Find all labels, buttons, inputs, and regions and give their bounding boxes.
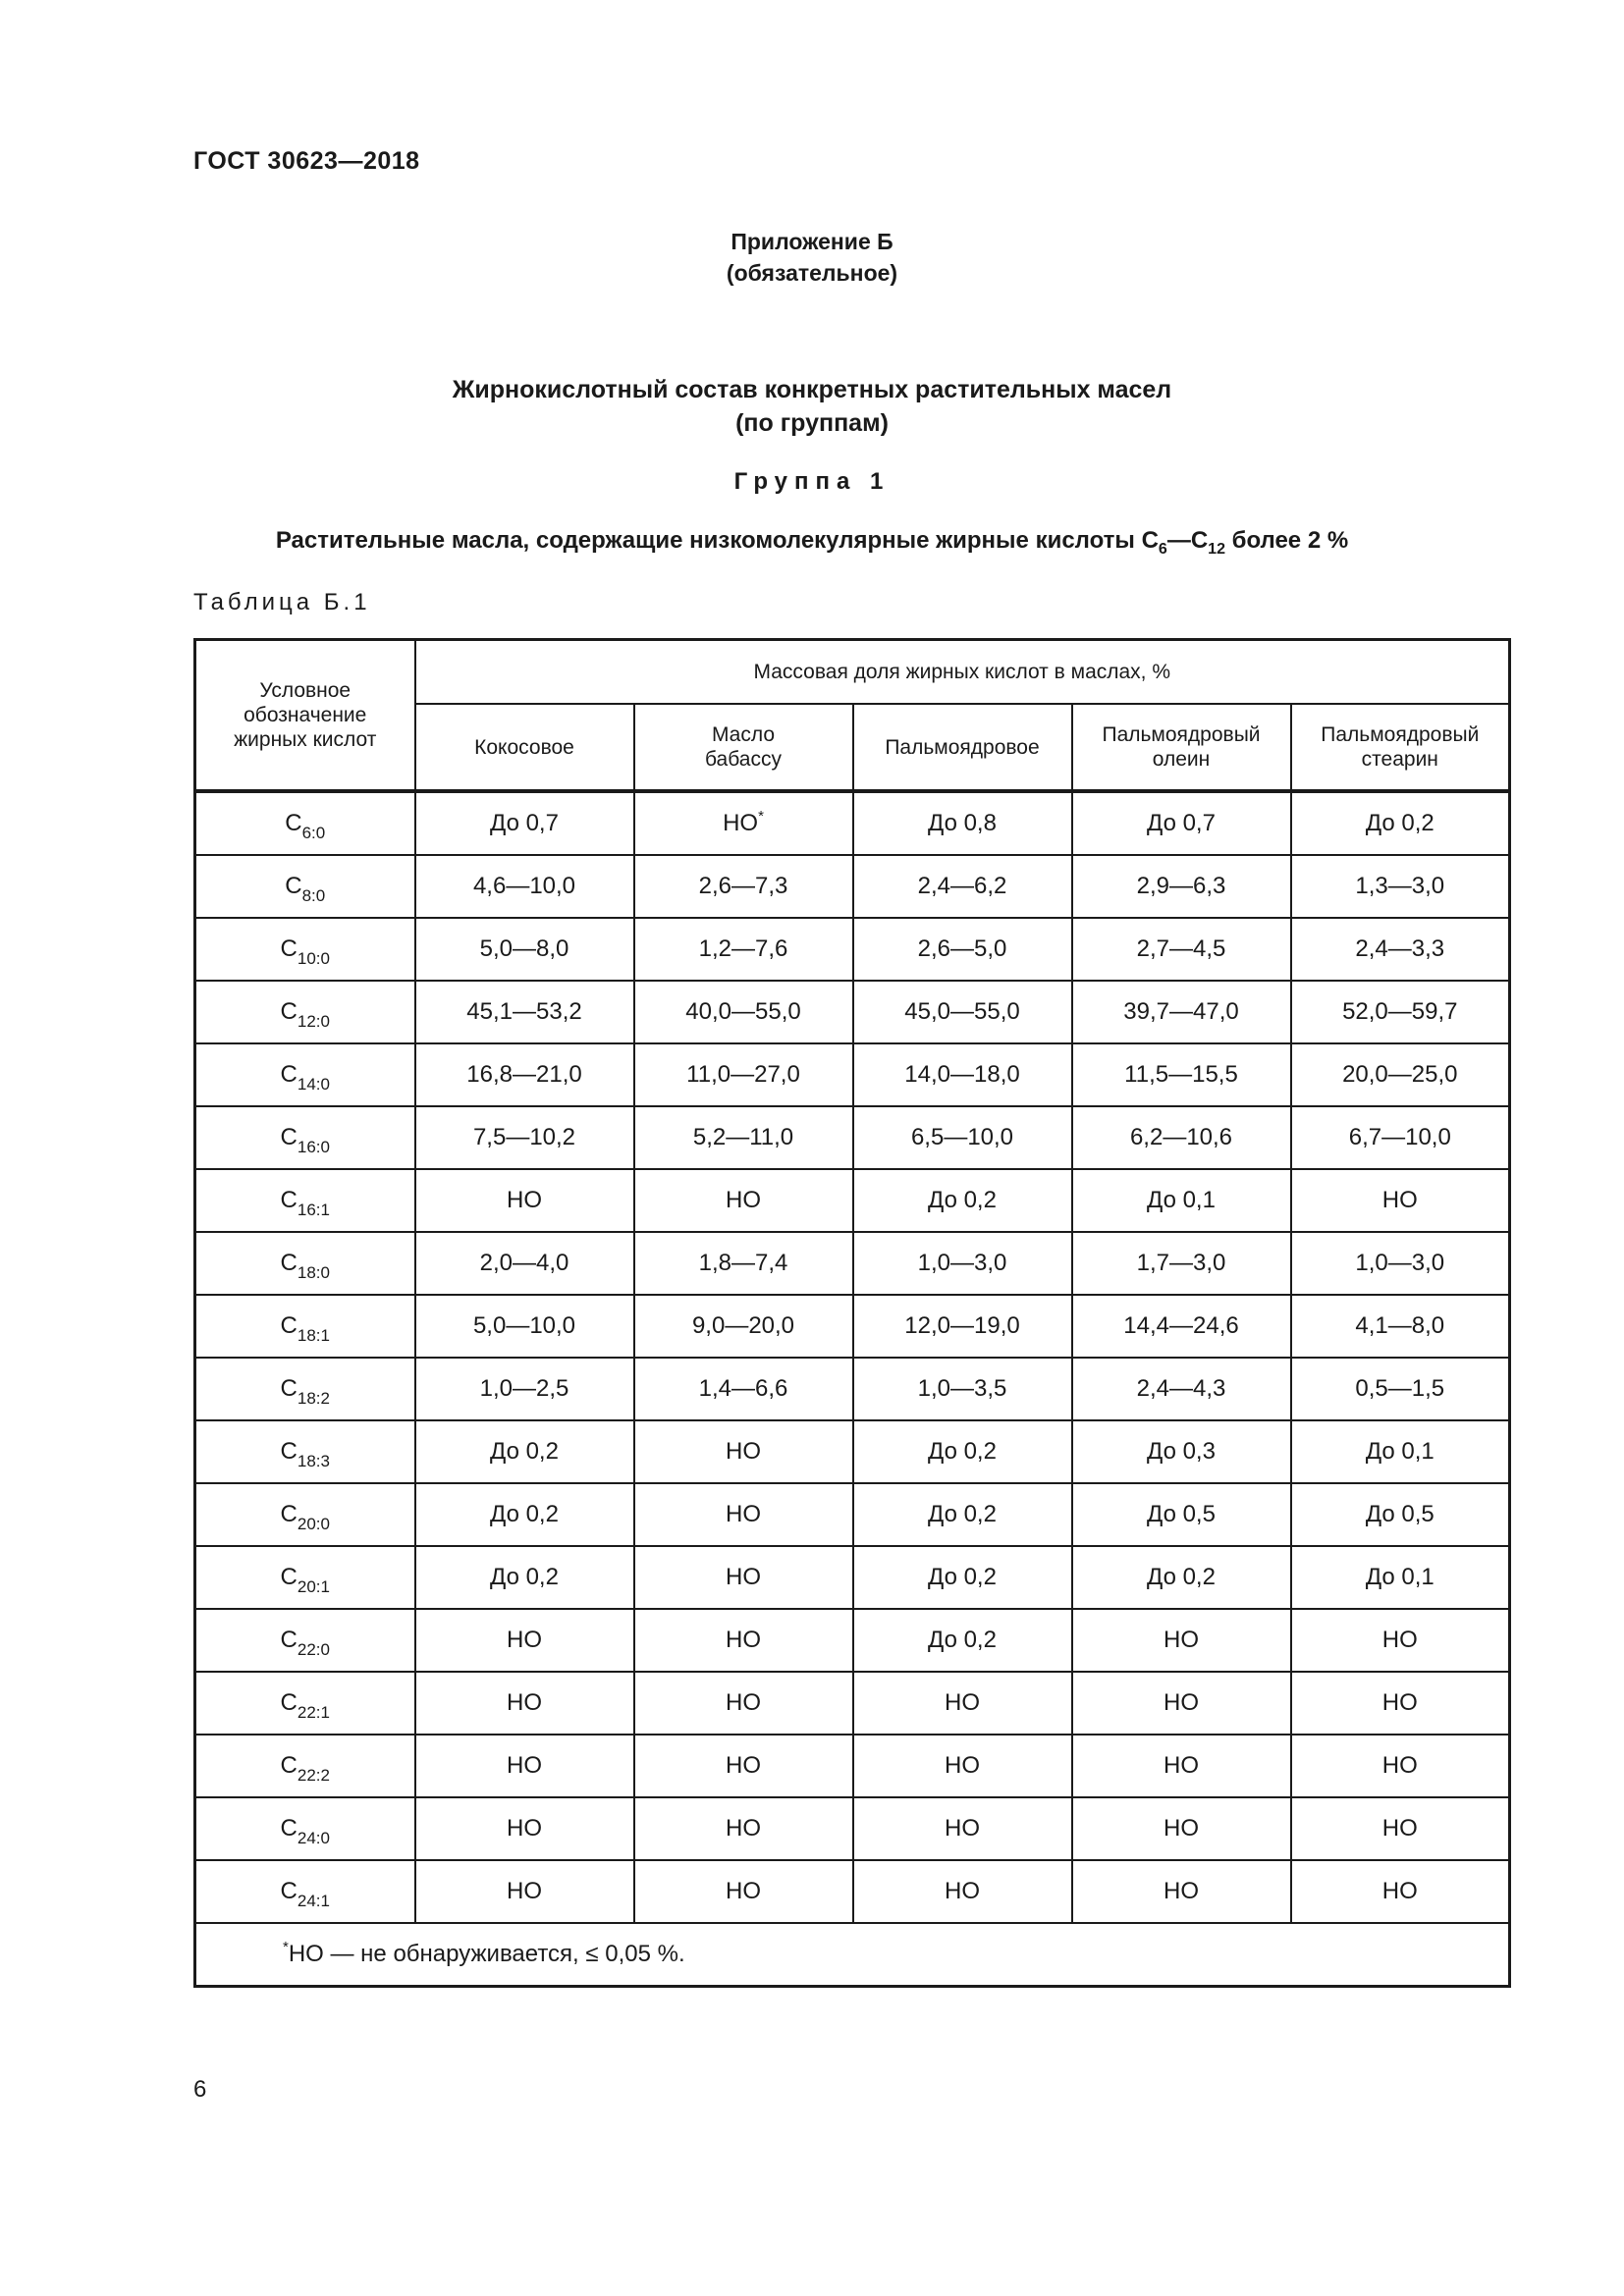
value-text: 2,6—7,3 <box>698 873 788 899</box>
value-cell <box>853 1043 1072 1106</box>
fatty-acid-symbol: C <box>280 1250 298 1276</box>
value-text: НО <box>945 1878 980 1904</box>
value-cell <box>1291 1609 1510 1672</box>
value-text: 14,0—18,0 <box>904 1061 1020 1088</box>
value-text: До 0,1 <box>1147 1187 1216 1213</box>
section-heading <box>193 373 1431 440</box>
value-cell <box>415 855 634 918</box>
fatty-acid-subscript: 18:3 <box>297 1452 330 1470</box>
value-cell <box>1072 1106 1291 1169</box>
fatty-acid-symbol: C <box>280 935 298 962</box>
fatty-acid-cell <box>195 1295 415 1358</box>
table-footnote <box>195 1923 1510 1987</box>
fatty-acid-subscript: 20:1 <box>297 1577 330 1596</box>
fatty-acid-subscript: 6:0 <box>301 824 326 842</box>
value-cell <box>853 1609 1072 1672</box>
value-text: 39,7—47,0 <box>1123 998 1239 1025</box>
fatty-acid-subscript: 10:0 <box>297 949 330 968</box>
value-text: 4,1—8,0 <box>1355 1312 1445 1339</box>
value-text: НО <box>1164 1815 1199 1842</box>
appendix-title: Приложение Б <box>731 229 893 254</box>
value-cell <box>1291 981 1510 1043</box>
value-cell <box>853 1169 1072 1232</box>
value-cell <box>634 1735 853 1797</box>
fatty-acid-subscript: 8:0 <box>301 886 326 905</box>
value-text: 6,7—10,0 <box>1348 1124 1451 1150</box>
table-footnote-row <box>195 1923 1510 1987</box>
table-row <box>195 1295 1510 1358</box>
value-text: До 0,2 <box>928 1187 997 1213</box>
value-text: НО <box>726 1689 761 1716</box>
value-cell <box>1072 791 1291 855</box>
value-cell <box>415 791 634 855</box>
value-text: НО <box>726 1438 761 1465</box>
value-cell <box>634 1797 853 1860</box>
footnote-mark: * <box>283 1939 289 1955</box>
value-cell <box>1072 1609 1291 1672</box>
column-header <box>415 704 634 791</box>
value-text: 45,1—53,2 <box>466 998 582 1025</box>
value-text: До 0,2 <box>928 1627 997 1653</box>
value-cell <box>415 1169 634 1232</box>
value-text: До 0,3 <box>1147 1438 1216 1465</box>
fatty-acid-symbol: C <box>280 1061 298 1088</box>
value-cell <box>1291 918 1510 981</box>
value-cell <box>1291 1735 1510 1797</box>
value-text: НО <box>726 1752 761 1779</box>
group-subtitle <box>193 527 1431 558</box>
fatty-acid-symbol: C <box>280 1438 298 1465</box>
value-text: 2,6—5,0 <box>917 935 1007 962</box>
value-text: 1,0—3,0 <box>1355 1250 1445 1276</box>
value-text: 1,4—6,6 <box>698 1375 788 1402</box>
value-text: До 0,2 <box>928 1438 997 1465</box>
value-cell <box>1072 918 1291 981</box>
value-cell <box>853 1106 1072 1169</box>
value-cell <box>1072 981 1291 1043</box>
value-text: 2,0—4,0 <box>479 1250 569 1276</box>
fatty-acid-subscript: 16:0 <box>297 1138 330 1156</box>
value-cell <box>1291 1232 1510 1295</box>
value-cell <box>415 1106 634 1169</box>
fatty-acid-symbol: C <box>280 1878 298 1904</box>
value-text: До 0,7 <box>490 810 559 836</box>
fatty-acid-cell <box>195 1860 415 1923</box>
value-cell <box>634 1420 853 1483</box>
fatty-acid-subscript: 14:0 <box>297 1075 330 1094</box>
value-cell <box>853 1295 1072 1358</box>
fatty-acid-subscript: 22:0 <box>297 1640 330 1659</box>
value-cell <box>1072 1672 1291 1735</box>
fatty-acid-cell <box>195 981 415 1043</box>
value-cell <box>1072 1358 1291 1420</box>
value-text: НО <box>507 1752 542 1779</box>
value-cell <box>1072 1735 1291 1797</box>
column-header-label: Пальмоядровое <box>885 735 1040 759</box>
value-cell <box>415 1232 634 1295</box>
value-cell <box>415 1295 634 1358</box>
value-cell <box>1072 1420 1291 1483</box>
value-text: 2,9—6,3 <box>1136 873 1226 899</box>
value-cell <box>634 1860 853 1923</box>
value-cell <box>634 1106 853 1169</box>
value-cell <box>634 1232 853 1295</box>
column-header <box>1072 704 1291 791</box>
value-text: НО <box>1381 1752 1418 1779</box>
value-cell <box>1072 1232 1291 1295</box>
group-subtitle-subscript-start: 6 <box>1158 541 1167 558</box>
value-text: НО <box>726 1187 761 1213</box>
value-cell <box>1291 1483 1510 1546</box>
value-cell <box>853 1420 1072 1483</box>
table-row <box>195 855 1510 918</box>
value-text: НО <box>726 1815 761 1842</box>
value-cell <box>415 1483 634 1546</box>
value-cell <box>415 918 634 981</box>
value-cell <box>634 791 853 855</box>
value-cell <box>1072 1797 1291 1860</box>
value-cell <box>1072 1483 1291 1546</box>
value-cell <box>1291 1546 1510 1609</box>
value-cell <box>853 1546 1072 1609</box>
value-text: 6,5—10,0 <box>910 1124 1014 1150</box>
value-text: До 0,2 <box>928 1501 997 1527</box>
value-cell <box>1291 1420 1510 1483</box>
value-text: 1,0—3,5 <box>917 1375 1007 1402</box>
value-cell <box>1291 1043 1510 1106</box>
value-text: 4,6—10,0 <box>472 873 576 899</box>
table-row <box>195 1546 1510 1609</box>
fatty-acid-symbol: C <box>285 810 302 836</box>
fatty-acid-symbol: C <box>280 1187 298 1213</box>
table-row <box>195 1860 1510 1923</box>
value-text: 5,0—10,0 <box>472 1312 576 1339</box>
value-text: До 0,2 <box>490 1438 559 1465</box>
value-cell <box>853 791 1072 855</box>
value-cell <box>1072 1043 1291 1106</box>
value-cell <box>634 981 853 1043</box>
value-text: 7,5—10,2 <box>472 1124 576 1150</box>
page-number: 6 <box>193 2076 207 2103</box>
value-text: 12,0—19,0 <box>904 1312 1020 1339</box>
table-row <box>195 1232 1510 1295</box>
value-text: 2,4—6,2 <box>917 873 1007 899</box>
value-cell <box>634 1609 853 1672</box>
table-row <box>195 1735 1510 1797</box>
group-subtitle-tail: более 2 % <box>1224 527 1349 554</box>
value-text: До 0,8 <box>928 810 997 836</box>
value-text: НО <box>726 1627 761 1653</box>
value-cell <box>415 1672 634 1735</box>
value-text: 52,0—59,7 <box>1342 998 1458 1025</box>
fatty-acid-symbol: C <box>280 1815 298 1842</box>
fatty-acid-cell <box>195 791 415 855</box>
table-caption: Таблица Б.1 <box>193 589 371 615</box>
value-text: НО <box>726 1501 761 1527</box>
fatty-acid-cell <box>195 1232 415 1295</box>
table-row <box>195 981 1510 1043</box>
value-text: НО <box>1164 1627 1199 1653</box>
fatty-acid-cell <box>195 1797 415 1860</box>
value-cell <box>1072 1295 1291 1358</box>
fatty-acid-symbol: C <box>280 1124 298 1150</box>
fatty-acid-symbol: C <box>280 1627 298 1653</box>
table-row <box>195 1169 1510 1232</box>
value-cell <box>1072 1546 1291 1609</box>
column-header-label: Пальмоядровый олеин <box>1102 723 1261 771</box>
group-title: Группа 1 <box>733 468 891 495</box>
value-text: До 0,2 <box>1365 810 1435 836</box>
value-cell <box>415 1609 634 1672</box>
group-header-cell: Массовая доля жирных кислот в маслах, % <box>415 640 1510 705</box>
table-body <box>195 791 1510 1923</box>
value-cell <box>634 1169 853 1232</box>
value-text: 45,0—55,0 <box>904 998 1020 1025</box>
value-cell <box>853 1358 1072 1420</box>
value-cell <box>634 1043 853 1106</box>
value-text: НО <box>945 1815 980 1842</box>
fatty-acid-symbol: C <box>280 1375 298 1402</box>
value-cell <box>1291 1358 1510 1420</box>
value-text: НО <box>723 810 759 836</box>
group-subtitle-subscript-end: 12 <box>1208 541 1225 558</box>
row-header-cell <box>195 640 415 792</box>
value-text: НО <box>1381 1689 1418 1716</box>
value-text: НО <box>945 1752 980 1779</box>
value-cell <box>853 1232 1072 1295</box>
fatty-acid-subscript: 24:1 <box>297 1892 330 1910</box>
value-cell <box>853 1735 1072 1797</box>
value-text: 11,0—27,0 <box>686 1061 800 1088</box>
value-text: НО <box>1164 1878 1199 1904</box>
value-cell <box>634 918 853 981</box>
value-text: НО <box>726 1564 761 1590</box>
value-cell <box>634 1672 853 1735</box>
value-cell <box>1291 791 1510 855</box>
value-text: НО <box>1164 1689 1199 1716</box>
table-row <box>195 1420 1510 1483</box>
fatty-acid-cell <box>195 1358 415 1420</box>
table-row <box>195 1043 1510 1106</box>
fatty-acid-symbol: C <box>280 1689 298 1716</box>
section-title-line2: (по группам) <box>735 409 889 437</box>
fatty-acid-symbol: C <box>285 873 302 899</box>
group-subtitle-dash: —C <box>1166 527 1209 554</box>
value-cell <box>1072 1169 1291 1232</box>
value-cell <box>634 855 853 918</box>
value-cell <box>853 1483 1072 1546</box>
table-row <box>195 1609 1510 1672</box>
value-text: 6,2—10,6 <box>1129 1124 1233 1150</box>
value-text: 20,0—25,0 <box>1342 1061 1458 1088</box>
row-header-label: Условное обозначение жирных кислот <box>234 679 377 751</box>
fatty-acid-symbol: C <box>280 1312 298 1339</box>
value-text: 1,8—7,4 <box>698 1250 788 1276</box>
footnote-reference: * <box>758 808 764 825</box>
column-header-label: Масло бабассу <box>705 723 782 771</box>
appendix-heading <box>193 226 1431 289</box>
value-cell <box>415 1546 634 1609</box>
value-text: НО <box>1381 1815 1418 1842</box>
value-text: 1,0—2,5 <box>479 1375 569 1402</box>
value-text: НО <box>1164 1752 1199 1779</box>
value-text: НО <box>507 1878 542 1904</box>
value-text: НО <box>507 1815 542 1842</box>
value-cell <box>1291 1797 1510 1860</box>
value-cell <box>853 855 1072 918</box>
footnote-text: НО — не обнаруживается, ≤ 0,05 %. <box>288 1941 685 1967</box>
fatty-acid-cell <box>195 855 415 918</box>
fatty-acid-cell <box>195 1609 415 1672</box>
value-cell <box>634 1483 853 1546</box>
value-text: 5,2—11,0 <box>692 1124 794 1150</box>
fatty-acid-subscript: 18:2 <box>297 1389 330 1408</box>
value-text: 0,5—1,5 <box>1355 1375 1445 1402</box>
fatty-acid-cell <box>195 1169 415 1232</box>
value-text: 14,4—24,6 <box>1123 1312 1239 1339</box>
value-cell <box>415 1735 634 1797</box>
value-cell <box>634 1358 853 1420</box>
value-text: До 0,2 <box>928 1564 997 1590</box>
group-subtitle-text: Растительные масла, содержащие низкомолекулярные жирные кислоты C <box>275 527 1159 554</box>
value-text: 2,4—4,3 <box>1136 1375 1226 1402</box>
value-text: НО <box>1381 1878 1418 1904</box>
value-text: 1,3—3,0 <box>1355 873 1445 899</box>
value-text: До 0,5 <box>1365 1501 1435 1527</box>
fatty-acid-subscript: 22:1 <box>297 1703 330 1722</box>
fatty-acid-subscript: 20:0 <box>297 1515 330 1533</box>
fatty-acid-subscript: 18:1 <box>297 1326 330 1345</box>
fatty-acid-cell <box>195 1735 415 1797</box>
table-row <box>195 1358 1510 1420</box>
fatty-acid-cell <box>195 918 415 981</box>
fatty-acid-table <box>193 638 1511 1988</box>
value-cell <box>853 981 1072 1043</box>
value-cell <box>1072 1860 1291 1923</box>
table-row <box>195 1483 1510 1546</box>
value-cell <box>853 1797 1072 1860</box>
value-text: 40,0—55,0 <box>685 998 801 1025</box>
value-cell <box>1291 1672 1510 1735</box>
fatty-acid-subscript: 18:0 <box>297 1263 330 1282</box>
fatty-acid-subscript: 24:0 <box>297 1829 330 1847</box>
value-text: 1,0—3,0 <box>917 1250 1007 1276</box>
value-text: 2,7—4,5 <box>1136 935 1226 962</box>
value-text: До 0,1 <box>1365 1564 1435 1590</box>
column-header-label: Кокосовое <box>474 735 574 759</box>
value-text: НО <box>507 1689 542 1716</box>
fatty-acid-cell <box>195 1546 415 1609</box>
value-cell <box>1072 855 1291 918</box>
column-header <box>634 704 853 791</box>
fatty-acid-cell <box>195 1672 415 1735</box>
section-title-line1: Жирнокислотный состав конкретных растительных масел <box>452 376 1172 403</box>
value-text: НО <box>1381 1627 1418 1653</box>
value-cell <box>1291 1106 1510 1169</box>
value-cell <box>1291 855 1510 918</box>
value-text: 11,5—15,5 <box>1124 1061 1238 1088</box>
column-header-label: Пальмоядровый стеарин <box>1321 723 1480 771</box>
value-cell <box>415 1860 634 1923</box>
value-text: НО <box>1381 1187 1418 1213</box>
value-cell <box>415 1797 634 1860</box>
document-code: ГОСТ 30623—2018 <box>193 147 420 175</box>
fatty-acid-subscript: 12:0 <box>297 1012 330 1031</box>
value-text: 5,0—8,0 <box>479 935 569 962</box>
value-cell <box>853 1672 1072 1735</box>
value-text: НО <box>507 1187 542 1213</box>
value-cell <box>415 1358 634 1420</box>
value-cell <box>415 1420 634 1483</box>
fatty-acid-cell <box>195 1420 415 1483</box>
value-text: 1,7—3,0 <box>1136 1250 1226 1276</box>
fatty-acid-cell <box>195 1106 415 1169</box>
value-text: До 0,2 <box>490 1564 559 1590</box>
table-row <box>195 1106 1510 1169</box>
fatty-acid-cell <box>195 1483 415 1546</box>
value-text: До 0,5 <box>1147 1501 1216 1527</box>
column-header <box>1291 704 1510 791</box>
table-row <box>195 1672 1510 1735</box>
fatty-acid-subscript: 16:1 <box>297 1201 330 1219</box>
value-text: До 0,2 <box>490 1501 559 1527</box>
fatty-acid-symbol: C <box>280 998 298 1025</box>
fatty-acid-symbol: C <box>280 1752 298 1779</box>
value-text: До 0,7 <box>1147 810 1216 836</box>
fatty-acid-symbol: C <box>280 1501 298 1527</box>
column-header <box>853 704 1072 791</box>
value-text: 2,4—3,3 <box>1355 935 1445 962</box>
value-cell <box>853 1860 1072 1923</box>
table-row <box>195 918 1510 981</box>
fatty-acid-subscript: 22:2 <box>297 1766 330 1785</box>
fatty-acid-symbol: C <box>280 1564 298 1590</box>
value-text: До 0,2 <box>1147 1564 1216 1590</box>
value-text: До 0,1 <box>1365 1438 1435 1465</box>
value-cell <box>1291 1169 1510 1232</box>
value-text: НО <box>726 1878 761 1904</box>
value-cell <box>415 981 634 1043</box>
value-text: НО <box>507 1627 542 1653</box>
value-cell <box>1291 1860 1510 1923</box>
value-cell <box>415 1043 634 1106</box>
fatty-acid-cell <box>195 1043 415 1106</box>
value-cell <box>853 918 1072 981</box>
appendix-status: (обязательное) <box>726 260 898 286</box>
value-text: 9,0—20,0 <box>691 1312 795 1339</box>
value-text: 16,8—21,0 <box>466 1061 582 1088</box>
table-row <box>195 791 1510 855</box>
value-text: 1,2—7,6 <box>698 935 788 962</box>
value-text: НО <box>945 1689 980 1716</box>
table-row <box>195 1797 1510 1860</box>
value-cell <box>1291 1295 1510 1358</box>
value-cell <box>634 1295 853 1358</box>
value-cell <box>634 1546 853 1609</box>
